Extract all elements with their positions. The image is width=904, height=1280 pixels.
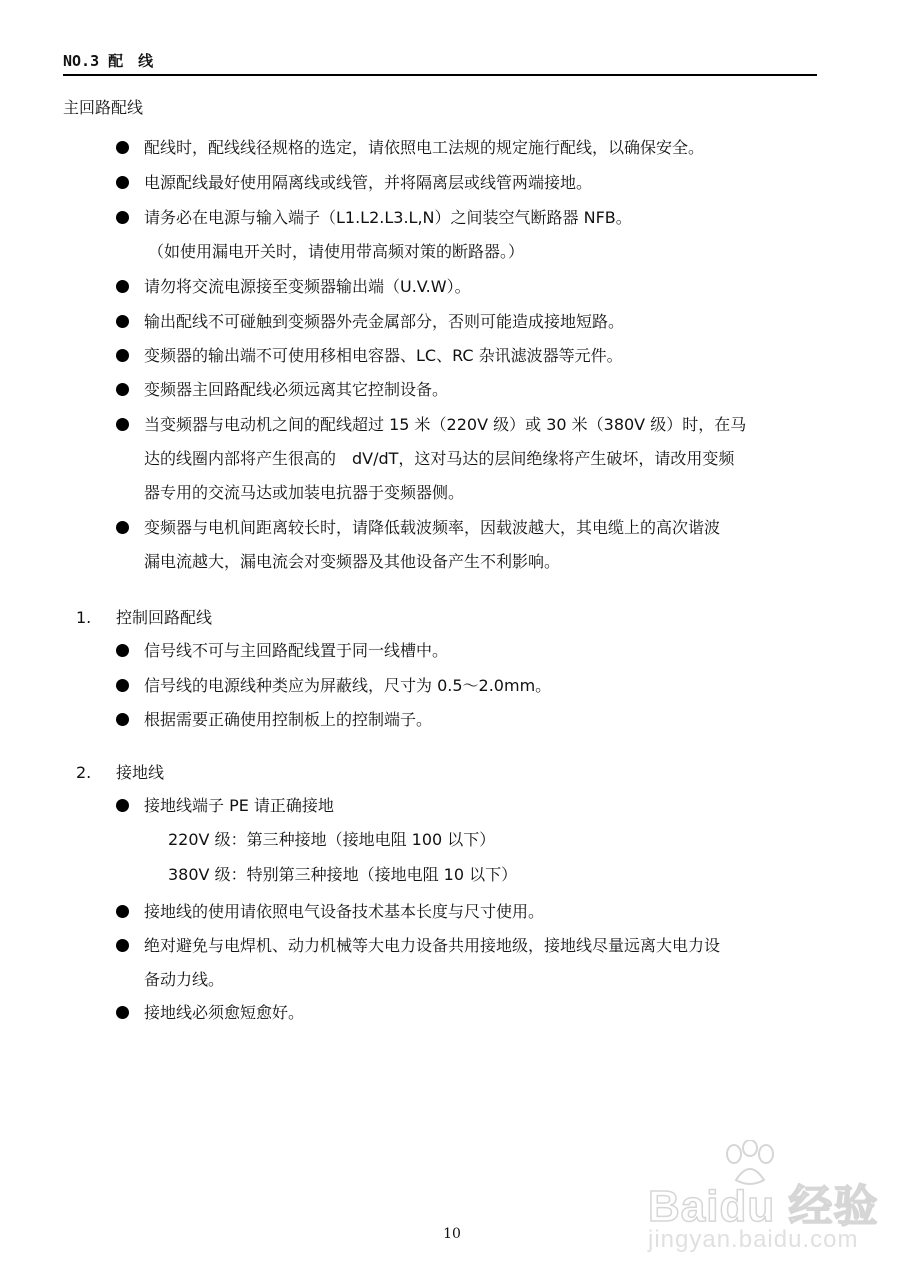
watermark-logo: Baidu 经验 xyxy=(648,1182,879,1231)
list-item: 请务必在电源与输入端子（L1.L2.L3.L,N）之间装空气断路器 NFB。 xyxy=(116,201,816,235)
list-item: 输出配线不可碰触到变频器外壳金属部分，否则可能造成接地短路。 xyxy=(116,305,816,339)
list-item: 接地线必须愈短愈好。 xyxy=(116,996,816,1030)
page-number: 10 xyxy=(443,1226,461,1242)
list-item: 请勿将交流电源接至变频器输出端（U.V.W）。 xyxy=(116,270,816,304)
list-item: 变频器的输出端不可使用移相电容器、LC、RC 杂讯滤波器等元件。 xyxy=(116,339,816,373)
page-header xyxy=(63,50,817,76)
list-item: 信号线不可与主回路配线置于同一线槽中。 xyxy=(116,634,816,668)
watermark-url: jingyan.baidu.com xyxy=(648,1226,859,1253)
list-item: 配线时，配线线径规格的选定，请依照电工法规的规定施行配线，以确保安全。 xyxy=(116,131,816,165)
section-number: 1. xyxy=(76,608,92,627)
header-title: NO.3 配 线 xyxy=(63,52,154,70)
list-item: 根据需要正确使用控制板上的控制端子。 xyxy=(116,703,816,737)
section-title-grounding xyxy=(76,762,164,784)
bullet-icon xyxy=(116,141,129,154)
bullet-icon xyxy=(116,315,129,328)
section-number: 2. xyxy=(76,763,92,782)
baidu-watermark xyxy=(640,1140,890,1260)
bullet-icon xyxy=(116,939,129,952)
bullet-icon xyxy=(116,1006,129,1019)
bullet-icon xyxy=(116,211,129,224)
bullet-icon xyxy=(116,280,129,293)
section-title: 控制回路配线 xyxy=(116,608,213,627)
bullet-icon xyxy=(116,905,129,918)
list-item: 当变频器与电动机之间的配线超过 15 米（220V 级）或 30 米（380V 级）时，在马 达的线圈内部将产生很高的 dV/dT，这对马达的层间绝缘将产生破坏，请改用变频 器专用的交流马达或加装电抗器于变频器侧。 xyxy=(116,408,816,510)
list-item: 变频器与电机间距离较长时，请降低载波频率，因载波越大，其电缆上的高次谐波 漏电流越大，漏电流会对变频器及其他设备产生不利影响。 xyxy=(116,511,816,579)
bullet-icon xyxy=(116,176,129,189)
section-title: 接地线 xyxy=(116,763,165,782)
section-title-main-wiring: 主回路配线 xyxy=(63,98,144,117)
list-item: 电源配线最好使用隔离线或线管，并将隔离层或线管两端接地。 xyxy=(116,166,816,200)
bullet-icon xyxy=(116,418,129,431)
bullet-icon xyxy=(116,799,129,812)
list-item: 接地线的使用请依照电气设备技术基本长度与尺寸使用。 xyxy=(116,895,816,929)
section-title-control-wiring xyxy=(76,607,212,629)
list-item: 信号线的电源线种类应为屏蔽线，尺寸为 0.5～2.0mm。 xyxy=(116,669,816,703)
list-item: 接地线端子 PE 请正确接地 xyxy=(116,789,816,823)
sub-item: 220V 级：第三种接地（接地电阻 100 以下） xyxy=(168,830,496,849)
bullet-icon xyxy=(116,713,129,726)
note-text: （如使用漏电开关时，请使用带高频对策的断路器。） xyxy=(148,242,525,261)
bullet-icon xyxy=(116,521,129,534)
list-item: 变频器主回路配线必须远离其它控制设备。 xyxy=(116,373,816,407)
list-item: 绝对避免与电焊机、动力机械等大电力设备共用接地级，接地线尽量远离大电力设 备动力线。 xyxy=(116,929,816,997)
bullet-icon xyxy=(116,349,129,362)
bullet-icon xyxy=(116,679,129,692)
bullet-icon xyxy=(116,383,129,396)
sub-item: 380V 级：特别第三种接地（接地电阻 10 以下） xyxy=(168,865,518,884)
bullet-icon xyxy=(116,644,129,657)
